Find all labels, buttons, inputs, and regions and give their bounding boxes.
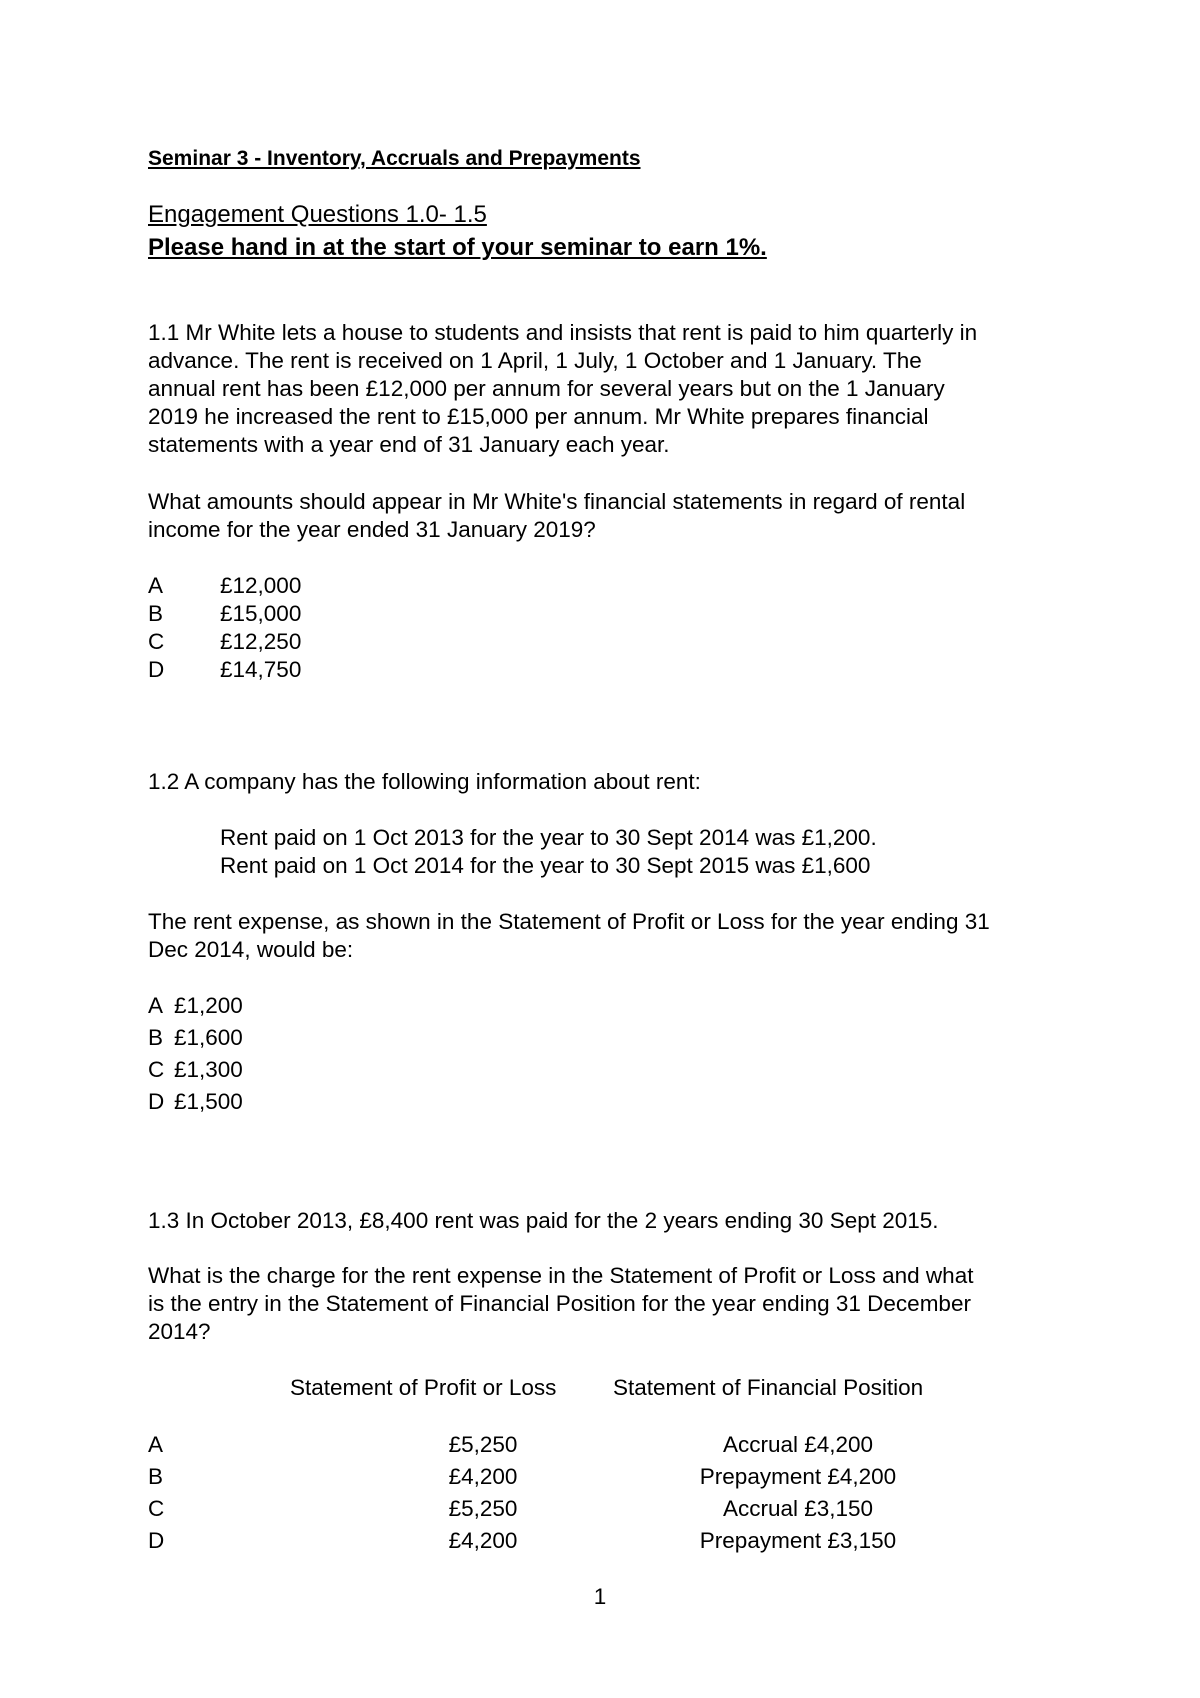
option-letter: A (148, 993, 164, 1018)
option-value: £1,300 (174, 1057, 243, 1082)
option-letter: D (148, 1528, 165, 1553)
q3-option-a (148, 1429, 948, 1461)
option-letter: C (148, 1057, 165, 1082)
option-letter: D (148, 657, 165, 682)
q3-column-header-sfp: Statement of Financial Position (613, 1375, 924, 1400)
q2-question-line: The rent expense, as shown in the Statement of Profit or Loss for the year ending 31 (148, 909, 990, 934)
q2-option-a (148, 990, 243, 1022)
q1-line: advance. The rent is received on 1 April, 1 July, 1 October and 1 January. The (148, 348, 922, 373)
q3-option-d (148, 1525, 948, 1557)
q1-line: annual rent has been £12,000 per annum for several years but on the 1 January (148, 376, 945, 401)
q1-line: statements with a year end of 31 January each year. (148, 432, 670, 457)
option-pl-value: £4,200 (448, 1464, 518, 1489)
page-number: 1 (593, 1584, 607, 1609)
q1-line: 2019 he increased the rent to £15,000 per annum. Mr White prepares financial (148, 404, 929, 429)
option-sfp-value: Prepayment £4,200 (699, 1464, 897, 1489)
q2-facts (220, 824, 877, 880)
option-pl-value: £5,250 (448, 1496, 518, 1521)
q1-question-line: income for the year ended 31 January 2019? (148, 517, 596, 542)
option-value: £1,500 (174, 1089, 243, 1114)
hand-in-instruction: Please hand in at the start of your seminar to earn 1%. (148, 234, 767, 261)
q1-question (148, 488, 965, 544)
option-pl-value: £5,250 (448, 1432, 518, 1457)
q2-fact: Rent paid on 1 Oct 2013 for the year to 30 Sept 2014 was £1,200. (220, 825, 877, 850)
option-value: £12,000 (220, 573, 302, 598)
option-value: £14,750 (220, 657, 302, 682)
q1-option-d (148, 656, 301, 684)
q1-option-a (148, 572, 301, 600)
q3-question-line: What is the charge for the rent expense in the Statement of Profit or Loss and what (148, 1263, 974, 1288)
option-letter: A (148, 573, 164, 598)
option-value: £1,200 (174, 993, 243, 1018)
option-value: £1,600 (174, 1025, 243, 1050)
q1-paragraph (148, 319, 977, 459)
option-letter: A (148, 1432, 164, 1457)
q1-option-c (148, 628, 301, 656)
option-letter: B (148, 1025, 164, 1050)
option-letter: B (148, 601, 164, 626)
option-sfp-value: Accrual £4,200 (722, 1432, 874, 1457)
q3-question-line: 2014? (148, 1319, 211, 1344)
q1-option-b (148, 600, 301, 628)
q2-option-d (148, 1086, 243, 1118)
engagement-heading: Engagement Questions 1.0- 1.5 (148, 201, 487, 228)
q2-fact: Rent paid on 1 Oct 2014 for the year to 30 Sept 2015 was £1,600 (220, 853, 871, 878)
q2-options (148, 990, 243, 1118)
q2-option-b (148, 1022, 243, 1054)
option-value: £15,000 (220, 601, 302, 626)
q1-options (148, 572, 301, 684)
q3-option-c (148, 1493, 948, 1525)
option-sfp-value: Prepayment £3,150 (699, 1528, 897, 1553)
option-letter: C (148, 1496, 165, 1521)
q3-question-line: is the entry in the Statement of Financial Position for the year ending 31 December (148, 1291, 971, 1316)
q2-option-c (148, 1054, 243, 1086)
q1-question-line: What amounts should appear in Mr White's financial statements in regard of rental (148, 489, 966, 514)
q2-intro: 1.2 A company has the following information about rent: (148, 769, 701, 794)
q3-options-table (148, 1429, 948, 1557)
q2-question (148, 908, 990, 964)
option-letter: C (148, 629, 165, 654)
option-letter: D (148, 1089, 165, 1114)
q3-question (148, 1262, 973, 1346)
q3-column-header-pl: Statement of Profit or Loss (290, 1375, 557, 1400)
option-letter: B (148, 1464, 164, 1489)
q2-question-line: Dec 2014, would be: (148, 937, 354, 962)
option-sfp-value: Accrual £3,150 (722, 1496, 874, 1521)
q1-line: 1.1 Mr White lets a house to students and insists that rent is paid to him quarterly in (148, 320, 978, 345)
option-pl-value: £4,200 (448, 1528, 518, 1553)
document-title: Seminar 3 - Inventory, Accruals and Prepayments (148, 147, 641, 170)
q3-intro: 1.3 In October 2013, £8,400 rent was paid for the 2 years ending 30 Sept 2015. (148, 1208, 939, 1233)
q3-option-b (148, 1461, 948, 1493)
option-value: £12,250 (220, 629, 302, 654)
